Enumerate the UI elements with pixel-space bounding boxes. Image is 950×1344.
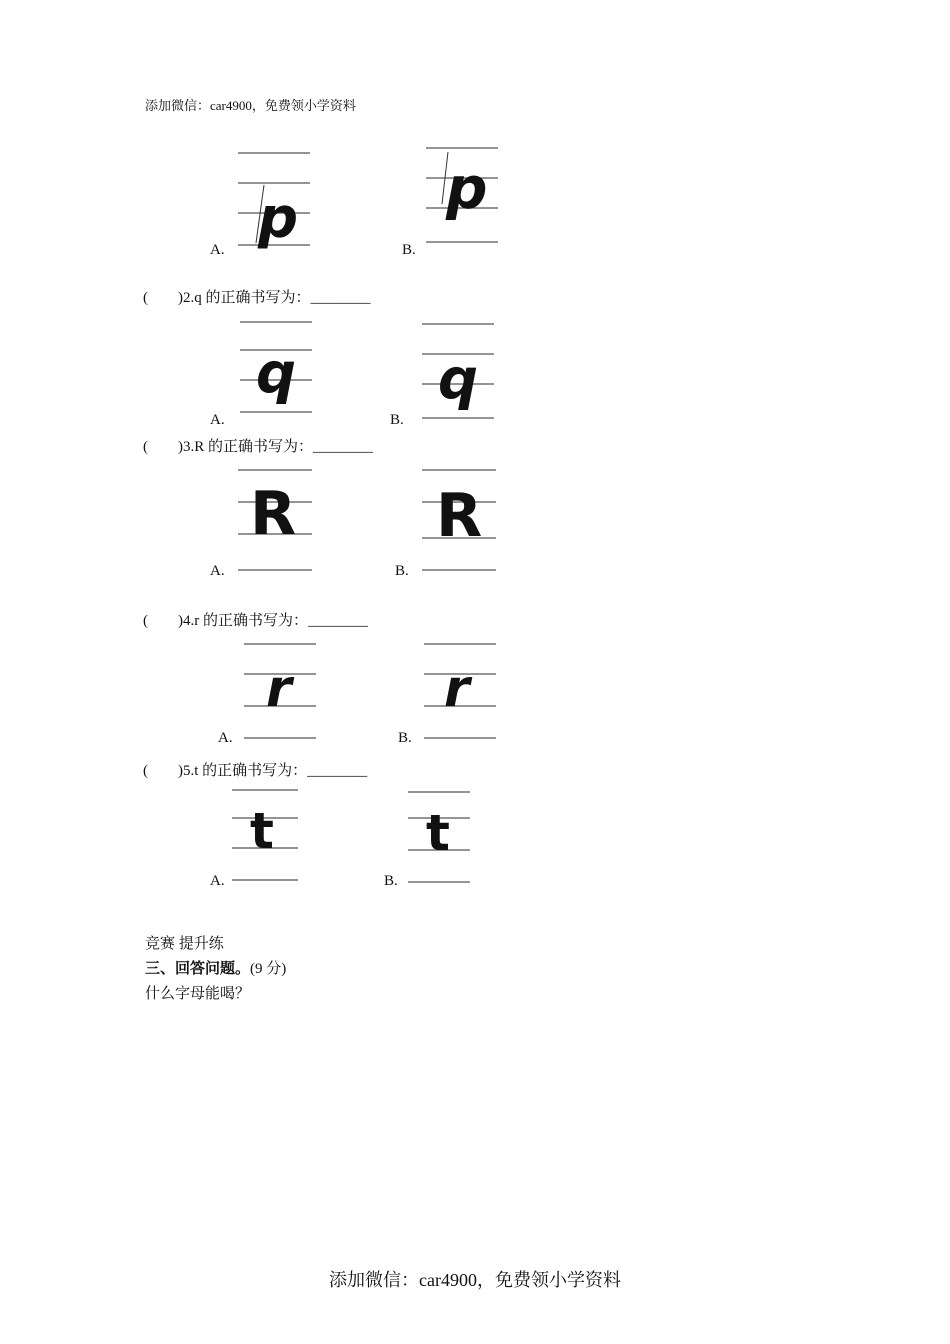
option-a-image-p [236, 145, 312, 253]
option-a-label[interactable]: A. [210, 242, 225, 258]
option-a-image-r [242, 640, 318, 744]
question-5: ( )5.t 的正确书写为：________ [143, 763, 368, 779]
svg-text:p: p [258, 186, 299, 251]
section-heading-bold: 三、回答问题。 [145, 961, 251, 977]
option-b-label[interactable]: B. [395, 563, 409, 579]
option-b-label[interactable]: B. [402, 242, 416, 258]
option-a-label[interactable]: A. [210, 873, 225, 889]
option-b-image-r [422, 640, 498, 744]
option-a-image-R [236, 462, 314, 578]
svg-text:r: r [444, 659, 470, 719]
svg-text:r: r [266, 659, 292, 719]
option-a-image-t [230, 786, 300, 884]
question-4: ( )4.r 的正确书写为：________ [143, 613, 368, 629]
option-b-label[interactable]: B. [398, 730, 412, 746]
option-a-label[interactable]: A. [210, 412, 225, 428]
option-b-image-q [420, 318, 496, 424]
question-3: ( )3.R 的正确书写为：________ [143, 439, 373, 455]
option-b-image-t [406, 786, 472, 886]
svg-text:p: p [446, 154, 488, 222]
question-2: ( )2.q 的正确书写为：________ [143, 290, 371, 306]
svg-text:q: q [256, 341, 297, 406]
svg-text:q: q [438, 347, 479, 412]
option-b-image-R [420, 462, 498, 578]
section-subtitle: 竞赛 提升练 [145, 936, 224, 952]
option-b-label[interactable]: B. [390, 412, 404, 428]
svg-text:t: t [250, 802, 274, 860]
svg-text:R: R [436, 481, 483, 551]
option-a-image-q [238, 314, 314, 422]
section-heading [145, 957, 286, 978]
question-prompt: 什么字母能喝？ [145, 986, 251, 1002]
footer-watermark: 添加微信：car4900，免费领小学资料 [329, 1270, 621, 1290]
option-b-image-p [424, 138, 500, 252]
option-a-label[interactable]: A. [218, 730, 233, 746]
section-heading-score: (9 分) [250, 961, 287, 977]
svg-text:R: R [250, 479, 297, 549]
option-a-label[interactable]: A. [210, 563, 225, 579]
svg-text:t: t [426, 804, 450, 862]
header-watermark: 添加微信：car4900，免费领小学资料 [145, 98, 356, 113]
option-b-label[interactable]: B. [384, 873, 398, 889]
